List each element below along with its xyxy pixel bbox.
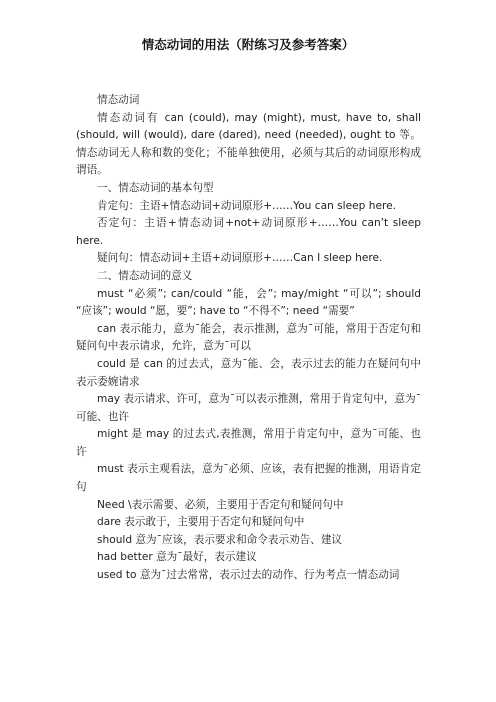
paragraph-used-to: used to 意为¯过去常常，表示过去的动作、行为考点一情态动词 xyxy=(97,569,400,582)
paragraph-negative: 否定句：主语+情态动词+not+动词原形+……You can’t sleep here. xyxy=(76,217,421,247)
paragraph-can: can 表示能力，意为¯能会，表示推测，意为¯可能，常用于否定句和疑问句中表示请求，允许，意为¯可以 xyxy=(76,322,421,353)
paragraph-should: should 意为¯应该，表示要求和命令表示劝告、建议 xyxy=(97,533,343,546)
document-title: 情态动词的用法（附练习及参考答案） xyxy=(141,37,355,52)
paragraph-affirmative: 肯定句：主语+情态动词+动词原形+……You can sleep here. xyxy=(97,199,396,212)
paragraph-question: 疑问句：情态动词+主语+动词原形+……Can I sleep here. xyxy=(97,252,383,265)
paragraph-could: could 是 can 的过去式，意为¯能、会，表示过去的能力在疑问句中表示委婉请求 xyxy=(76,357,421,388)
paragraph-may: may 表示请求、许可，意为¯可以表示推测，常用于肯定句中，意为¯可能、也许 xyxy=(76,393,421,423)
paragraph-might: might 是 may 的过去式,表推测，常用于肯定句中，意为¯可能、也许 xyxy=(76,428,421,458)
paragraph-need: Need \表示需要、必须，主要用于否定句和疑问句中 xyxy=(97,498,344,511)
paragraph-intro: 情态动词有 can (could), may (might), must, have to, shall (should, will (would), dare (dared), need (needed), ought to 等。情态动词无人称和数的变化；不能单独使用，必须与其后的动词原形构成谓语。 xyxy=(76,111,421,177)
paragraph-dare: dare 表示敢于，主要用于否定句和疑问句中 xyxy=(97,516,305,529)
section-heading-meanings: 二、情态动词的意义 xyxy=(97,269,193,282)
paragraph-meanings-list: must “必须”; can/could “能，会”; may/might “可以”; should “应该”; would “愿，要”; have to “不得不”; need “需要” xyxy=(76,287,421,318)
paragraph-heading-modal-verbs: 情态动词 xyxy=(97,94,140,106)
section-heading-basic-patterns: 一、情态动词的基本句型 xyxy=(97,181,214,194)
paragraph-must: must 表示主观看法，意为¯必须、应该，表有把握的推测，用语肯定句 xyxy=(76,463,421,494)
document-body xyxy=(76,92,421,585)
paragraph-had-better: had better 意为¯最好，表示建议 xyxy=(97,551,257,564)
